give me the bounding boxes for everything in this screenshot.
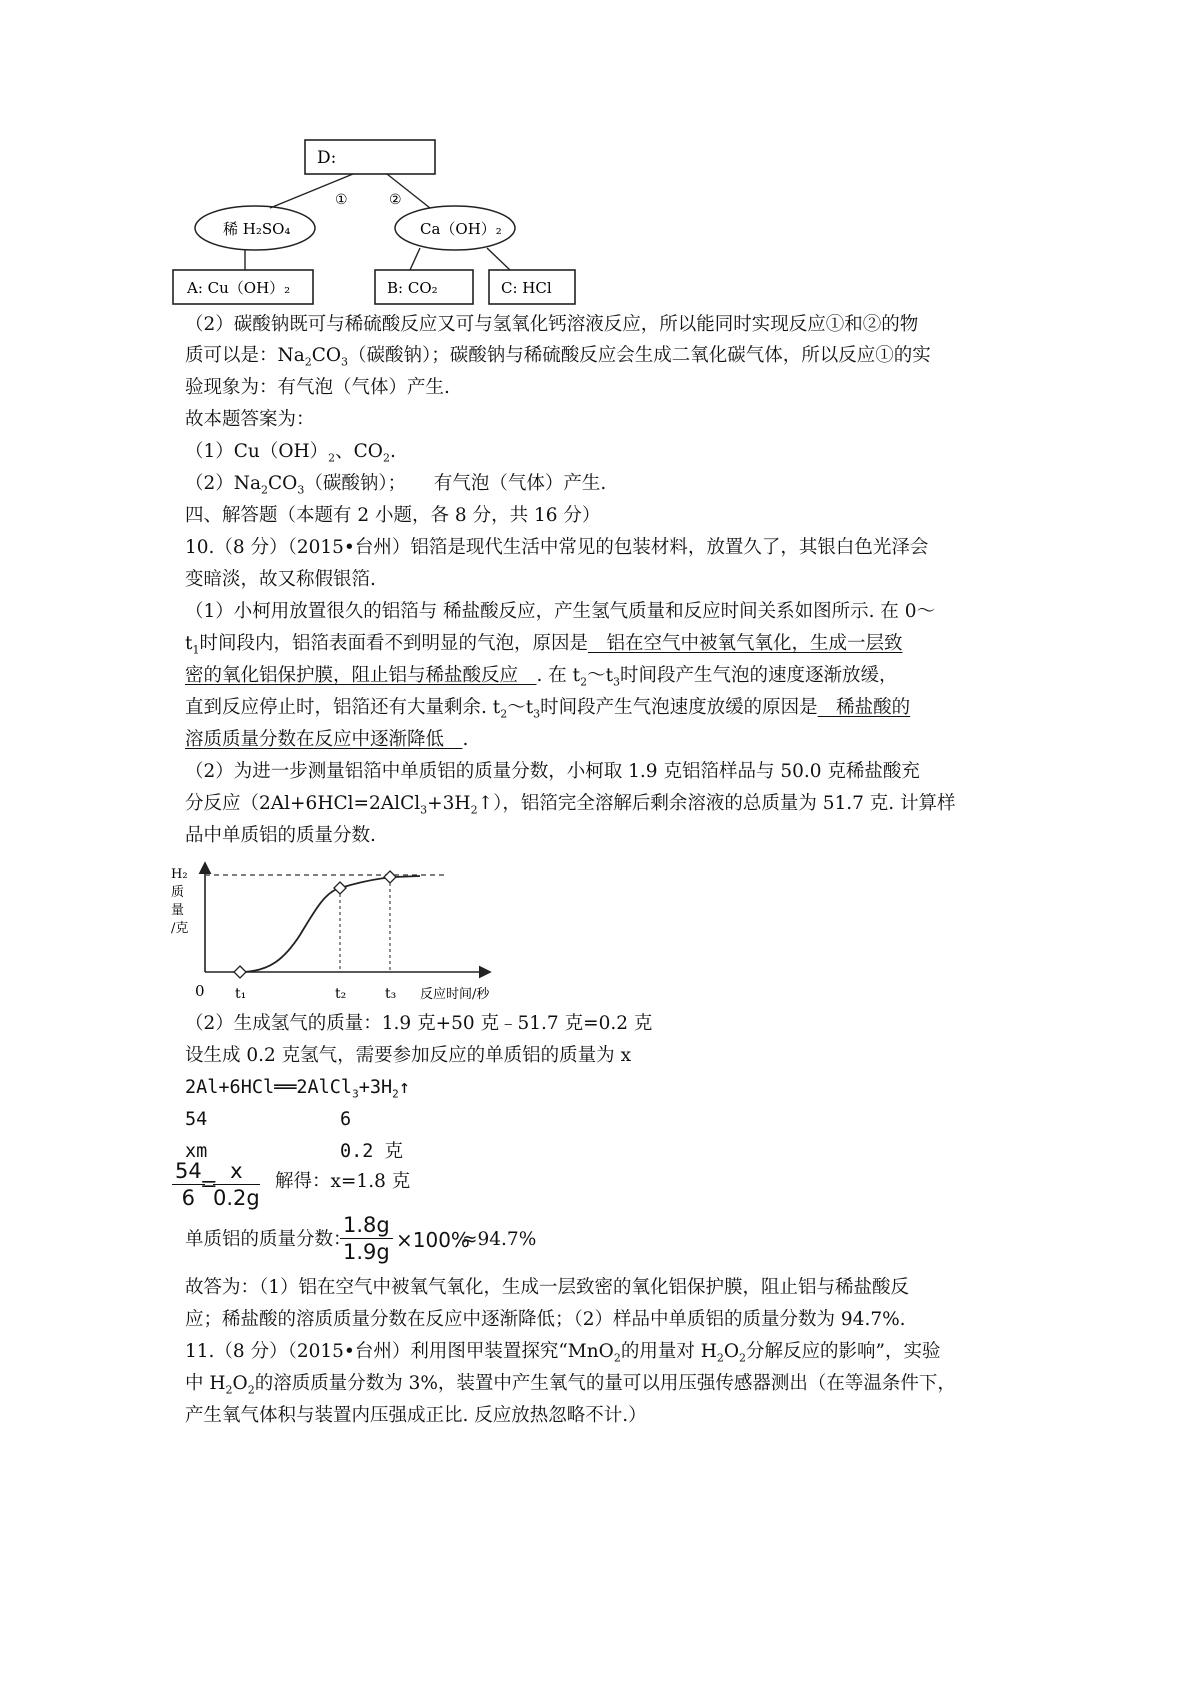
answer-blank-2-cont: 溶质质量分数在反应中逐渐降低 — [185, 729, 463, 750]
q10-2-line2: 分反应$(2Al+6HCl=2AlCl_3+3H_2↑)$，铝箔完全溶解后剩余溶液的总质量为 51.7 克. 计算样 — [185, 793, 956, 817]
answer-2: $(2)Na_2CO_3$（碳酸钠）； 有气泡（气体）产生. — [185, 473, 607, 497]
q10-2-line1: （2）为进一步测量铝箔中单质铝的质量分数，小柯取 1.9 克铝箔样品与 50.0 克稀盐酸充 — [185, 761, 920, 782]
box-c-label: C: HCl — [501, 279, 552, 297]
q10-line1: 10.（8 分）（2015•台州）铝箔是现代生活中常见的包装材料，放置久了，其银白色光泽会 — [185, 537, 929, 558]
x-axis-label: 反应时间/秒 — [420, 987, 490, 1002]
fraction-equals: = — [200, 1172, 218, 1196]
answer-intro: 故本题答案为： — [185, 409, 315, 430]
y-label-3: 量 — [171, 903, 185, 918]
y-label-2: 质 — [171, 885, 185, 900]
tick-t3: t₃ — [385, 986, 397, 1002]
sol-02: 0.2 克 — [340, 1141, 404, 1162]
q11-line3: 产生氧气体积与装置内压强成正比. 反应放热忽略不计.） — [185, 1405, 647, 1426]
sol-line1: （2）生成氢气的质量：1.9 克+50 克﹣51.7 克=0.2 克 — [185, 1013, 653, 1034]
reaction-diagram — [165, 130, 585, 310]
marker-t1 — [234, 966, 246, 978]
tick-t2: t₂ — [335, 986, 347, 1002]
answer-blank-1-cont: 密的氧化铝保护膜，阻止铝与稀盐酸反应 — [185, 665, 537, 686]
q10-1-line3: 密的氧化铝保护膜，阻止铝与稀盐酸反应 . 在 $t_2\sim t_3$时间段产生气泡的速度逐渐放缓， — [185, 665, 898, 689]
q11-line2: 中 $H_2O_2$的溶质质量分数为 3%，装置中产生氧气的量可以用压强传感器测出（在等温条件下， — [185, 1373, 956, 1397]
final-line2: 应；稀盐酸的溶质质量分数在反应中逐渐降低；（2）样品中单质铝的质量分数为 94.7%. — [185, 1309, 906, 1330]
q10-2-line3: 品中单质铝的质量分数. — [185, 825, 376, 846]
answer-blank-2: 稀盐酸的 — [817, 697, 911, 718]
sol-equation: $2Al+6HCl══2AlCl_3+3H_2↑$ — [185, 1077, 410, 1101]
mass-fraction-label: 单质铝的质量分数： — [185, 1229, 352, 1250]
circle-1: ① — [335, 192, 348, 208]
sol-solve: 解得：x=1.8 克 — [275, 1171, 411, 1192]
p2-line1: （2）碳酸钠既可与稀硫酸反应又可与氢氧化钙溶液反应，所以能同时实现反应①和②的物 — [185, 314, 919, 335]
circle-2: ② — [389, 192, 402, 208]
marker-t2 — [334, 882, 346, 894]
h2-curve — [240, 876, 420, 972]
p2-line2: 质可以是：$Na_2CO_3$（碳酸钠）；碳酸钠与稀硫酸反应会生成二氧化碳气体，所以反应①的实 — [185, 345, 931, 369]
y-label-1: H₂ — [171, 867, 188, 882]
section-heading: 四、解答题（本题有 2 小题，各 8 分，共 16 分） — [185, 505, 601, 526]
q10-1-line2: $t_1$时间段内，铝箔表面看不到明显的气泡，原因是 铝在空气中被氧气氧化，生成一层致 — [185, 633, 903, 657]
box-a-label: A: Cu（OH）₂ — [187, 279, 291, 297]
answer-blank-1: 铝在空气中被氧气氧化，生成一层致 — [587, 633, 903, 654]
origin-label: 0 — [195, 982, 205, 1000]
q10-1-line1: （1）小柯用放置很久的铝箔与 稀盐酸反应，产生氢气质量和反应时间关系如图所示. 在 0～ — [185, 601, 936, 622]
sol-line2: 设生成 0.2 克氢气，需要参加反应的单质铝的质量为 x — [185, 1045, 631, 1066]
ellipse-h2so4-label: 稀 H₂SO₄ — [223, 220, 291, 238]
sol-xm: xm — [185, 1141, 208, 1162]
marker-t3 — [384, 871, 396, 883]
fraction-times-100: ×100% — [396, 1228, 470, 1252]
q10-1-line5: 溶质质量分数在反应中逐渐降低 . — [185, 729, 469, 750]
box-b-label: B: CO₂ — [387, 279, 438, 297]
final-line1: 故答为：（1）铝在空气中被氧气氧化，生成一层致密的氧化铝保护膜，阻止铝与稀盐酸反 — [185, 1277, 910, 1298]
box-d-label: D: — [317, 148, 337, 168]
fraction-54-6: $\frac{54}{6}$ — [172, 1158, 205, 1211]
sol-ratio-6: 6 — [340, 1109, 352, 1130]
ellipse-caoh2-label: Ca（OH）₂ — [420, 220, 502, 238]
mass-fraction-result: ≈94.7% — [462, 1229, 537, 1250]
q10-1-line4: 直到反应停止时，铝箔还有大量剩余. $t_2\sim t_3$时间段产生气泡速度放缓的原因是 稀盐酸的 — [185, 697, 911, 721]
fraction-x-02g: $\frac{x}{0.2g}$ — [213, 1159, 260, 1210]
answer-1: $(1)Cu(OH)_2$、$CO_2$. — [185, 441, 396, 465]
fraction-18-19: $\frac{1.8g}{1.9g}$ — [340, 1212, 393, 1265]
tick-t1: t₁ — [235, 986, 247, 1002]
q10-line2: 变暗淡，故又称假银箔. — [185, 569, 376, 590]
p2-line3: 验现象为：有气泡（气体）产生. — [185, 377, 450, 398]
sol-ratio-54: 54 — [185, 1109, 208, 1130]
q11-line1: 11.（8 分）（2015•台州）利用图甲装置探究“MnO$_2$的用量对 $H_2O_2$分解反应的影响”，实验 — [185, 1341, 941, 1365]
y-label-4: /克 — [171, 921, 189, 936]
